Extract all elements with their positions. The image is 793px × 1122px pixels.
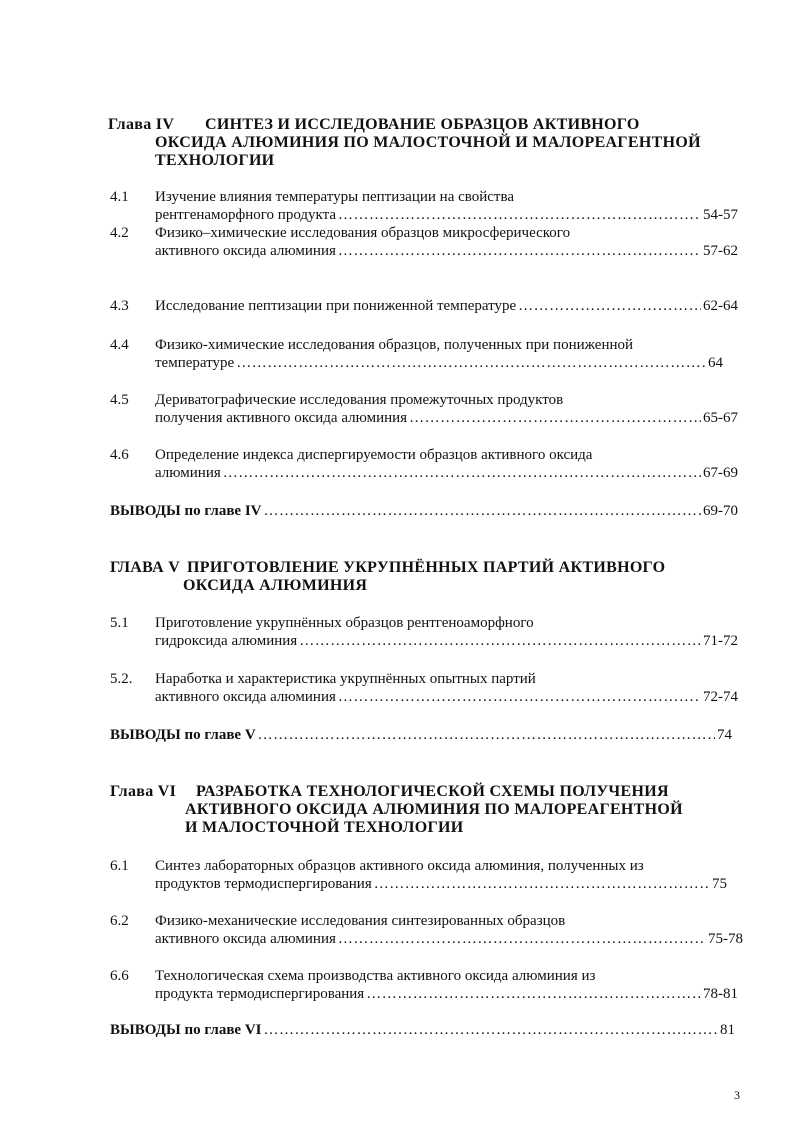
chapter-4-title-line2: ОКСИДА АЛЮМИНИЯ ПО МАЛОСТОЧНОЙ И МАЛОРЕАГЕНТНОЙ [155,134,701,151]
toc-item-title: Физико–химические исследования образцов микросферического [155,225,571,241]
conclusions-label: ВЫВОДЫ по главе IV [110,503,262,519]
chapter-4-title-line3: ТЕХНОЛОГИИ [155,152,275,169]
toc-item-number: 4.6 [110,447,129,463]
toc-item-title: Изучение влияния температуры пептизации на свойства [155,189,515,205]
toc-item-number: 4.5 [110,392,129,408]
toc-item-title-cont: гидроксида алюминия [155,633,298,649]
toc-item-number: 4.1 [110,189,129,205]
toc-item-title: Физико-механические исследования синтезированных образцов [155,913,566,929]
toc-item-pages: 64 [708,355,723,371]
conclusions-pages: 69-70 [703,503,738,519]
conclusions-pages: 81 [720,1022,735,1038]
toc-item-title: Дериватографические исследования промежуточных продуктов [155,392,564,408]
toc-item-title-cont: продукта термодиспергирования [155,986,365,1002]
toc-conclusions-5[interactable] [110,726,732,744]
toc-entry-4-3[interactable] [155,297,738,315]
toc-entry-5-2[interactable] [155,688,738,706]
conclusions-label: ВЫВОДЫ по главе VI [110,1022,262,1038]
toc-item-pages: 67-69 [703,465,738,481]
toc-item-number: 6.1 [110,858,129,874]
toc-item-title-cont: рентгенаморфного продукта [155,207,337,223]
toc-item-number: 5.2. [110,671,133,687]
toc-item-pages: 62-64 [703,298,738,314]
toc-item-title: Синтез лабораторных образцов активного оксида алюминия, полученных из [155,858,644,874]
toc-item-title: Приготовление укрупнённых образцов рентгеноаморфного [155,615,534,631]
chapter-5-title: ПРИГОТОВЛЕНИЕ УКРУПНЁННЫХ ПАРТИЙ АКТИВНОГО [187,559,666,576]
toc-item-pages: 75-78 [708,931,743,947]
chapter-6-title: РАЗРАБОТКА ТЕХНОЛОГИЧЕСКОЙ СХЕМЫ ПОЛУЧЕНИЯ [196,783,669,800]
toc-item-pages: 65-67 [703,410,738,426]
chapter-4-label: Глава IV [108,116,175,133]
toc-item-title-cont: продуктов термодиспергирования [155,876,372,892]
toc-item-title: Физико-химические исследования образцов, полученных при пониженной [155,337,634,353]
chapter-5-title-line2: ОКСИДА АЛЮМИНИЯ [183,577,368,594]
toc-item-title-cont: активного оксида алюминия [155,689,336,705]
toc-item-number: 6.2 [110,913,129,929]
chapter-6-title-line2: АКТИВНОГО ОКСИДА АЛЮМИНИЯ ПО МАЛОРЕАГЕНТНОЙ [185,801,683,818]
toc-item-title-cont: активного оксида алюминия [155,243,336,259]
toc-item-pages: 71-72 [703,633,738,649]
toc-entry-6-1[interactable] [155,875,727,893]
toc-item-number: 5.1 [110,615,129,631]
toc-conclusions-6[interactable] [110,1021,735,1039]
toc-entry-6-6[interactable] [155,985,738,1003]
toc-item-title: Наработка и характеристика укрупнённых опытных партий [155,671,536,687]
toc-item-title: Технологическая схема производства активного оксида алюминия из [155,968,596,984]
toc-item-number: 4.4 [110,337,129,353]
toc-item-title-cont: температуре [155,355,235,371]
chapter-6-label: Глава VI [110,783,177,800]
chapter-5-label: ГЛАВА V [110,559,181,576]
conclusions-label: ВЫВОДЫ по главе V [110,727,256,743]
toc-entry-4-5[interactable] [155,409,738,427]
toc-item-title: Исследование пептизации при пониженной температуре [155,298,517,314]
toc-item-title-cont: получения активного оксида алюминия [155,410,408,426]
toc-item-number: 4.2 [110,225,129,241]
page-number: 3 [734,1088,740,1102]
chapter-6-title-line3: И МАЛОСТОЧНОЙ ТЕХНОЛОГИИ [185,819,464,836]
toc-entry-4-6[interactable] [155,464,738,482]
toc-item-number: 6.6 [110,968,129,984]
toc-entry-4-4[interactable] [155,354,723,372]
toc-entry-4-1[interactable] [155,206,738,224]
toc-item-title-cont: алюминия [155,465,221,481]
toc-item-pages: 78-81 [703,986,738,1002]
toc-item-title: Определение индекса диспергируемости образцов активного оксида [155,447,593,463]
toc-entry-4-2[interactable] [155,242,738,260]
chapter-4-title: СИНТЕЗ И ИССЛЕДОВАНИЕ ОБРАЗЦОВ АКТИВНОГО [205,116,640,133]
toc-item-pages: 75 [712,876,727,892]
conclusions-pages: 74 [717,727,732,743]
toc-item-pages: 72-74 [703,689,738,705]
toc-item-pages: 54-57 [703,207,738,223]
toc-item-pages: 57-62 [703,243,738,259]
toc-item-title-cont: активного оксида алюминия [155,931,336,947]
toc-entry-5-1[interactable] [155,632,738,650]
toc-item-number: 4.3 [110,298,129,314]
toc-conclusions-4[interactable] [110,502,738,520]
toc-entry-6-2[interactable] [155,930,743,948]
